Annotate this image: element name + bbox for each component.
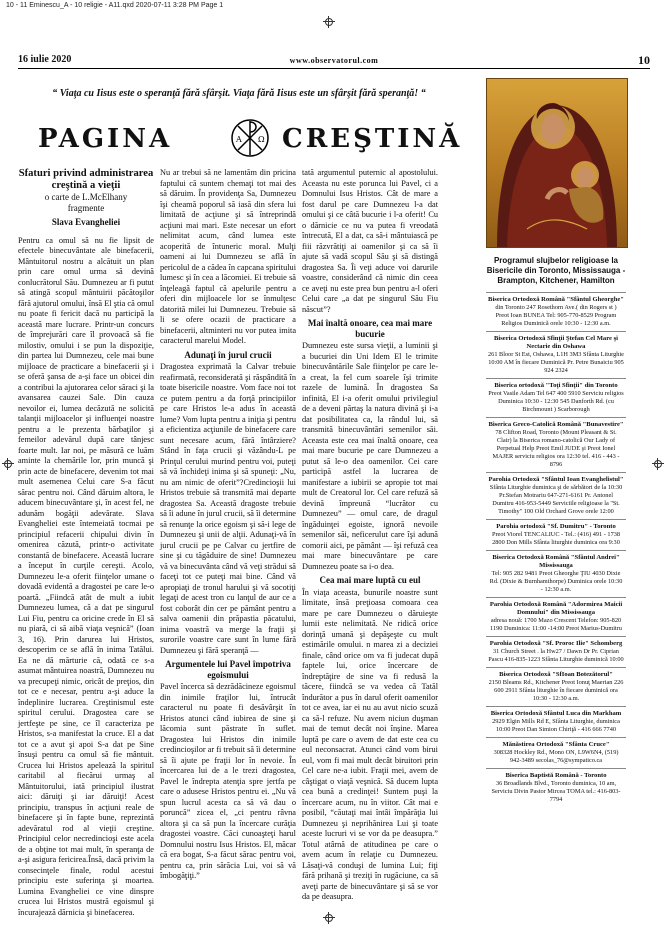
print-slug: 10 - 11 Eminescu_A - 10 religie - A11.qxd 2020-07-11 3:28 PM Page 1 [6,2,224,9]
virgin-and-child-icon [487,79,627,247]
church-details: Preot Vasile Adam Tel 647 400 5910 Serviciu religios Duminica 10:30 - 12:30 545 Danforth Rd. (cu Birchmount ) Scarborough [488,390,624,413]
icon-image [486,78,628,248]
article-columns [18,168,438,917]
site-url: www.observatorul.com [289,56,379,65]
church-list [486,292,626,807]
column-3 [302,168,438,903]
church-name: Biserica Ortodoxă Sfântul Luca din Markham [490,710,622,717]
masthead-left: PAGINA [38,124,173,154]
masthead-right: CREŞTINĂ [282,124,463,154]
church-entry [486,737,626,768]
omega-letter: Ω [258,135,265,144]
section-body: Dragostea exprimată la Calvar trebuie reafirmată, reconsiderată şi răspândită în toate bisericile noastre. Vom face noi tot ce putem pentru a da forţă principiilor pe care Hristos le-a adus în această lume? Vom lupta pentru a iniţia şi pentru a eficientiza acţiunile de binefacere care sunt necesare acum, fără întârziere? Stând în faţa crucii şi văzându-L pe Prinţul cerului murind pentru voi, puteţi să vă închideţi inima şi să spuneţi: „Nu, nu am nimic de oferit”?Credincioşii lui Hristos trebuie să transmită mai departe dragostea Sa. Această dragoste trebuie să îi adune în jurul crucii, să îi determine să renunţe la orice egoism şi să-i lege de Dumnezeu şi unii de alţii. Adunaţi-vă în jurul crucii pe pe Calvar cu jertfire de sine şi cu tăgăduire de sine! Dumnezeu vă va binecuvânta când vă veţi strădui să faceţi tot ce puteţi mai bine. Când vă apropiaţi de tronul harului şi vă socotiţi legaţi de acest tron cu lanţul de aur ce a fost coborât din cer pe pământ pentru a salva oamenii din prăpastia păcatului, inima voastră va merge la fraţii şi surorile voastre care sunt în lume fără Dumnezeu şi fără speranţă — [160,362,296,655]
schedule-heading: Programul slujbelor religioase la Bisericile din Toronto, Mississauga - Brampton, Kitchener, Hamilton [486,256,626,285]
church-details: 308328 Hockley Rd., Mono ON, L9W6N4, (519) 942-3489 secolas_76@sympatico.ca [493,749,619,764]
column-2 [160,168,296,882]
church-entry [486,550,626,597]
section-heading: Cea mai mare luptă cu eul [319,575,421,585]
header-rule [18,68,650,69]
section-heading: Mai înaltă onoare, cea mai mare bucurie [307,318,433,339]
registration-mark-icon [323,912,335,924]
registration-mark-icon [652,458,664,470]
church-details: Sfânta Liturghie duminica şi de sărbători de la 10:30 Pr.Stefan Motrariu 647-271-6161 Pr. Antonel Dumitru 416-953-5449 Serviciile religioase la "St. Timothy" 100 Old Orchard Grove orele 12:00 [489,484,623,515]
church-entry [486,519,626,550]
chi-rho-icon [228,118,272,158]
church-details: 78 Clifton Road, Toronto (Mount Pleasant & St. Clair) la Biserica romano-catolică Our Lady of Perpetual Help Preot Emil JUDE şi Preot Ionel MAJER serviciu religios ora 12:30 tel. 416 - 443 - 8796 [492,429,620,468]
masthead [30,118,463,158]
church-details: din Toronto 247 Rosethorn Ave.( din Rogers st ) Preot Ioan BUNEA Tel: 905-770-8529 Program Religios Duminică orele 10:30 - 12:30 a.m. [495,304,617,327]
church-entry [486,636,626,667]
church-name: Biserica Greco-Catolică Română "Bunavestire" [488,421,624,428]
section-body: Pavel încerca să dezrădăcineze egoismul din inimile fraţilor lui, întrucât caracterul nu poate fi desăvârşit în Hristos atunci când iubirea de sine şi lăcomia sunt păstrate în suflet. Dragostea lui Hristos din inimile credincioşilor ar fi trebuit să îi determine să îi ajute pe fraţii lor în nevoie. În încercarea lui de a le trezi dragostea, Pavel le îndrepta atenţia spre jertfa pe care o adusese Hristos pentru ei. „Nu vă spun lucrul acesta ca să vă dau o poruncă” zicea el, „ci pentru râvna altora şi ca să pun la încercare curăţia dragostei voastre. Căci cunoaşteţi harul Domnului nostru Isus Hristos. El, măcar că era bogat, S-a făcut sărac pentru voi, pentru ca, prin sărăcia Lui, voi să vă îmbogăţiţi.” [160,682,296,880]
church-name: Biserica Ortodoxă Sfinţii Ştefan Cel Mare şi Nectarie din Oshawa [493,335,619,350]
church-details: Tel: 905 282 9481 Preot Gheorghe ŢIU 4030 Dixie Rd. (Dixie & Burnhamthorpe) Duminica orele 10:30 - 12:30 a.m. [489,570,623,593]
registration-mark-icon [323,16,335,28]
church-entry [486,417,626,472]
church-name: Biserica Ortodoxă Română "Sfântul Gheorghe" [488,296,624,303]
church-entry [486,472,626,519]
article-author: Slava Evangheliei [51,217,121,227]
motto: “ Viaţa cu Iisus este o speranţă fără sfârşit. Viaţa fără Iisus este un sfârşit fără speranţă! “ [52,88,426,99]
church-entry [486,597,626,636]
church-name: Biserica Ortodoxă Română "Sfântul Andrei" Mississauga [492,554,620,569]
church-name: Parohia Ortodoxă "Sf. Proroc Ilie" Schomberg [489,640,623,647]
article-body: Pentru ca omul să nu fie lipsit de efectele binecuvântate ale binefacerii, Mântuitorul nostru a alcătuit un plan prin care omul urma să devină conlucrătorul Său. Dumnezeu ar fi putut să atingă scopul mântuirii păcătoşilor fără ajutorul omului, însă El ştia că omul nu poate fi fericit dacă nu participă la această mare lucrare. Printr-un concurs de împrejurări care îl provoacă să fie milostiv, omului i se pun la dispoziţie, din partea lui Dumnezeu, cele mai bune mijloace de practicare a binefacerii şi i se oferă şansa de a-şi face un obicei din a contribui la ajutorarea celor săraci şi la avansarea cauzei Sale. Din cauza nevoilor ei, lumea decăzută ne solicită talanţii mijloacelor şi influenţei noastre pentru a le prezenta bărbaţilor şi femeilor adevărul după care tânjesc foarte mult. Iar noi, pe măsură ce luăm aminte la chemările lor, prin muncă şi prin acte de binefacere, devenim tot mai mult asemenea Celui care S-a făcut sărac pentru noi. Când dăruim altora, le aducem binecuvântare şi, în acest fel, ne adunăm bogăţii adevărate. Slava Evangheliei este întemeiată tocmai pe principiul refacerii chipului divin în omenirea căzută, printr-o activitate constantă de binefacere. Această lucrare a început în curţile cereşti. Acolo, Dumnezeu le-a oferit fiinţelor umane o dovadă evidentă a dragostei pe care le-o poartă. „Fiindcă atât de mult a iubit Dumnezeu lumea, că a dat pe singurul Lui Fiu, pentru ca oricine crede în El să nu piară, ci să aibă viaţa veşnică” (Ioan 3, 16). Prin darurea lui Hristos, descoperim ce se află în inima Tatălui. Ea ne dă mărturie că, odată ce s-a asumat mântuirea noastră, Dumnezeu nu va precupeţi nimic, oricât de preţios, din tot ce e necesar, pentru a-şi aduce la îndeplinire lucrarea. Creştinismul este spiritul cerului. Dragostea care se jertfeşte pe sine, ce îl caracteriza pe Hristos, s-a manifestat la cruce. El a dat tot ce a avut şi apoi S-a dat pe Sine însuşi pentru ca omul să fie mântuit. Crucea lui Hristos apelează la spiritul caritabil al fiecărui urmaş al Mântuitorului, iată principiul ilustrat aici: dăruiţi şi iar dăruiţi! Acest principiu, transpus în acţiuni reale de binefacere şi în fapte bune, reprezintă adevăratul rod al vieţii creştine. Principiul celor necredincioşi este acela de a obţine tot mai mult, în speranţa de a-şi asigura fericirea.Însă, dacă privim la consecinţele finale, rodul acestui principiu este suferinţa şi moartea. Lumina Evangheliei ce vine dinspre crucea lui Hristos mustră egoismul şi încurajează dărnicia şi binefacerea. [18,235,154,917]
issue-date: 16 iulie 2020 [18,54,72,65]
church-details: 31 Church Street . la Hw27 / Dawn Dr Pr. Ciprian Pascu 416-835-1223 Sfânta Liturghie duminică 10:00 [488,648,624,663]
article-note: fragmente [67,203,105,213]
alpha-letter: A [236,135,242,144]
church-entry [486,706,626,737]
column-1 [18,168,154,918]
article-title: Sfaturi privind administrarea creştină a vieţii [18,168,154,191]
section-body: tată argumentul puternic al apostolului. Aceasta nu este porunca lui Pavel, ci a Domnului Isus Hristos. Cât de mare a fost darul pe care Dumnezeu l-a dat omului şi ce câtă bucurie i l-a oferit! Cu o dărnicie ce nu va putea fi vreodată întrecută, El a dat, ca să-i mântuiască pe fiii răzvrătiţi ai oamenilor şi ca să îi ajute să vadă scopul Său şi să distingă dragostea Sa. Îi veţi aduce voi darurile voastre, considerând că nimic din ceea ce aveţi nu este prea bun pentru a-l oferi Celui care „a dat pe singurul Său Fiu născut”? [302,168,438,314]
church-name: Mănăstirea Ortodoxă "Sfânta Cruce" [502,741,610,748]
page-number: 10 [638,53,650,67]
church-details: adresa nouă: 1700 Mazo Crescent Telefon: 905-820 1190 Duminica: 11:00 -14:00 Preot Marius-Dumitru [490,617,622,632]
church-details: Preot Viorel TENCALIUC - Tel.: (416) 491 - 1738 2800 Don Mills Sfânta liturghie duminica ora 9:30 [491,531,621,546]
church-name: Biserica Ortodoxă "SfIoan Botezătorul" [499,671,613,678]
section-heading: Adunaţi în jurul crucii [184,349,272,360]
section-heading: Argumentele lui Pavel împotriva egoismului [165,659,291,680]
section-body: Dumnezeu este sursa vieţii, a luminii şi a bucuriei din Uni Idem El le trimite binecuvântările Sale fiinţelor pe care le-a creat, la fel cum soarele îşi trimite razele de lumină. În dragostea Sa infinită, El i-a oferit omului privilegiul de a deveni părtaş la natura divină şi i-a dat posibilitatea ca, la rândul lui, să transmită binecuvântări semenilor săi. Aceasta este cea mai înaltă onoare, cea mai mare bucurie pe care Dumnezeu a putut să le-o dea oamenilor. Cei care participă astfel la lucrarea de manifestare a iubirii se apropie tot mai mult de Creatorul lor. Cel care refuză să devină împreună “lucrător cu Dumnezeu” — omul care, de dragul îngăduinţei egoiste, ignoră nevoile semenilor săi, neficerulut care îşi adună comorii aici, pe pământ — îşi refuză cea mai mare binecuvântare pe care Dumnezeu poate sa i-o dea. [302,341,438,571]
church-entry [486,331,626,378]
church-name: Biserica Baptistă Română - Toronto [505,772,607,779]
church-entry [486,667,626,706]
section-body: În viaţa aceasta, bunurile noastre sunt limitate, însă preţioasa comoara cea mare pe care Dumnezeu o dăruieşte lumii este nelimitată. Ne ridică orice dorinţă umană şi depăşeşte cu mult estimările omului. n marea zi a deciziei finale, când orice om va fi judecat după faptele lui, orice încercare de îndreptăţire de sine va fi redusă la tăcere, fiindcă se va vedea că Tatăl îndurător a pus în darul oferit oamenilor tot ce avea, iar ei nu au avut nicio scuză ca să-l refuze. Nu avem niciun duşman mai de temut decât noi înşine. Marea luptă pe care o avem de dat este cea cu eul neconsacrat. Atunci când vom birui eul, vom fi mai mult decât biruitori prin Cel care ne-a iubit. Fraţii mei, avem de câştigat o viaţă veşnică. Să ducem lupta cea bună a credinţei! Suntem puşi la încercare acum, nu în viitor. Cât mai e posibil, “căutaţi mai întâi împărăţia lui Dumnezeu şi neprihănirea Lui şi toate aceste lucruri vi se vor da pe deasupra.” Totul atârnă de atitudinea pe care o avem acum în relaţie cu Dumnezeu. Lăsaţi-vă conduşi de lumina Lui; fiţi fără prihană şi treziţi în rugăciune, ca să aveţi parte de binecuvântare şi să se vor da pe deasupra. [302,587,438,901]
church-name: Parohia Ortodoxă Română "Adormirea Maicii Domnului" din Mississauga [489,601,623,616]
church-name: Biserica ortodoxă "Toţi Sfinţii" din Toronto [494,382,618,389]
church-name: Parohia Ortodoxă "Sfântul Ioan Evanghelistul" [488,476,624,483]
church-entry [486,292,626,331]
article-body: Nu ar trebui să ne lamentăm din pricina faptului că suntem chemaţi tot mai des să dăruim. În providenţa Sa, Dumnezeu îşi cheamă poporul să iasă din sfera lui limitată de acţiune şi să întreprindă acţiuni mai mari. Este necesar un efort nelimitat acum, când lumea este acoperită de întuneric moral. Mulţi oameni ai lui Dumnezeu se află în pericolul de a cădea în capcana spiritului lumesc şi în cea a lăcomiei. Ei trebuie să înţeleagă faptul că apelurile pentru a oferi din mijloacele lor se înmulţesc datorită milei lui Dumnezeu. Trebuie să li se ofere ocazii de practicare a binefacerii, altminteri nu vor putea imita caracterul marelui Model. [160,168,296,345]
church-entry [486,378,626,417]
church-details: 261 Bloor St Est, Oshawa, L1H 3M3 Sfânta Liturghie 10:00 AM în fiecare Duminică Pr. Petre Bunaiciu 905 924 2324 [488,351,624,374]
church-name: Parohia ortodoxă "Sf. Dumitru" - Toronto [496,523,616,530]
registration-mark-icon [2,458,14,470]
church-entry [486,768,626,807]
church-details: 2150 Bleams Rd., Kitchener Preot Ionuţ Maerian 226 600 2911 Sfânta liturghie în fiecare duminică ora 10:30 - 12:30 a.m. [488,679,624,702]
church-details: 2929 Elgin Mills Rd E, Sfânta Liturghie, duminica 10:00 Preot Dan Simion Chiriţă - 416 666 7740 [492,718,620,733]
article-source: o carte de L.McElhany [44,192,128,202]
church-details: 36 Broadlands Blvd., Toronto duminica, 10 am, Serviciu Divin Pastor Mircea TOMA tel.: 416-803-7794 [491,780,621,803]
sidebar [486,78,626,807]
